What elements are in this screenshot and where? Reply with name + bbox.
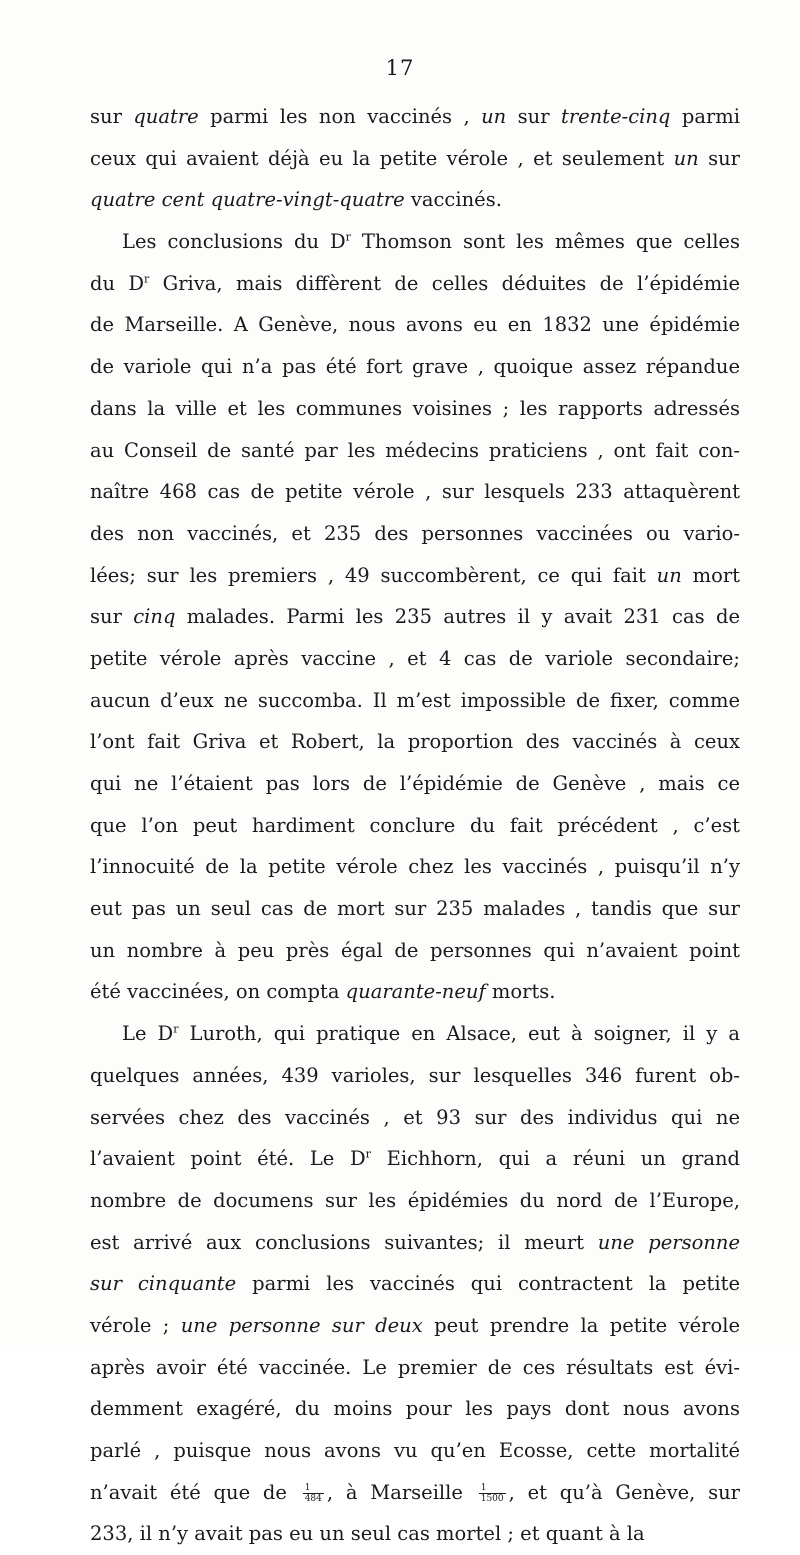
fraction-denominator: 1500 bbox=[480, 1493, 504, 1504]
superscript: r bbox=[365, 1147, 371, 1161]
fraction-numerator: 1 bbox=[303, 1483, 324, 1494]
superscript: r bbox=[345, 230, 351, 244]
italic-text: une personne sur deux bbox=[180, 1313, 423, 1337]
text-line: été vaccinées, on compta quarante-neuf morts. bbox=[90, 980, 556, 1004]
text-line: nombre de documens sur les épidémies du nord de l’Europe, bbox=[90, 1188, 740, 1212]
italic-text: quatre bbox=[133, 105, 199, 128]
text-line: qui ne l’étaient pas lors de l’épidémie de Genève , mais ce bbox=[90, 772, 740, 795]
text-line: au Conseil de santé par les médecins praticiens , ont fait con- bbox=[90, 438, 740, 462]
italic-text: cinq bbox=[133, 605, 176, 629]
italic-text: un bbox=[673, 146, 699, 170]
text-line: aucun d’eux ne succomba. Il m’est impossible de fixer, comme bbox=[90, 688, 740, 712]
text-line: après avoir été vaccinée. Le premier de ces résultats est évi- bbox=[90, 1355, 740, 1379]
text-line: sur cinq malades. Parmi les 235 autres il y avait 231 cas de bbox=[90, 605, 740, 629]
italic-text: une personne bbox=[597, 1230, 740, 1254]
italic-text: quatre cent quatre-vingt-quatre bbox=[90, 188, 405, 212]
fraction-numerator: 1 bbox=[479, 1483, 506, 1494]
text-line: eut pas un seul cas de mort sur 235 malades , tandis que sur bbox=[90, 897, 740, 921]
italic-text: quarante-neuf bbox=[345, 980, 486, 1004]
text-line: servées chez des vaccinés , et 93 sur des individus qui ne bbox=[90, 1105, 740, 1129]
text-line: ceux qui avaient déjà eu la petite vérole , et seulement un sur bbox=[90, 146, 740, 170]
text-line: l’ont fait Griva et Robert, la proportion des vaccinés à ceux bbox=[90, 730, 740, 754]
text-line: de variole qui n’a pas été fort grave , quoique assez répandue bbox=[90, 355, 740, 379]
text-line: l’innocuité de la petite vérole chez les vaccinés , puisqu’il n’y bbox=[90, 855, 740, 879]
text-line: dans la ville et les communes voisines ; les rapports adressés bbox=[90, 396, 740, 420]
superscript: r bbox=[144, 272, 150, 286]
text-line: lées; sur les premiers , 49 succombèrent, ce qui fait un mort bbox=[90, 563, 740, 587]
italic-text: trente-cinq bbox=[560, 105, 671, 128]
text-line: l’avaient point été. Le $D^r$ Eichhorn, qui a réuni un grand bbox=[90, 1147, 740, 1171]
text-line: naître 468 cas de petite vérole , sur lesquels 233 attaquèrent bbox=[90, 480, 740, 504]
text-line: que l’on peut hardiment conclure du fait précédent , c’est bbox=[90, 813, 740, 837]
text-line: Le $D^r$ Luroth, qui pratique en Alsace, eut à soigner, il y a bbox=[122, 1022, 740, 1046]
text-line: du $D^r$ Griva, mais diffèrent de celles déduites de l’épidémie bbox=[90, 271, 740, 295]
text-line: Les conclusions du $D^r$ Thomson sont les mêmes que celles bbox=[122, 230, 740, 254]
text-line: sur cinquante parmi les vaccinés qui contractent la petite bbox=[90, 1272, 740, 1296]
italic-text: un bbox=[481, 105, 507, 128]
text-line: de Marseille. A Genève, nous avons eu en 1832 une épidémie bbox=[90, 313, 740, 337]
text-line: un nombre à peu près égal de personnes qui n’avaient point bbox=[90, 938, 740, 962]
text-line: parlé , puisque nous avons vu qu’en Ecosse, cette mortalité bbox=[90, 1439, 740, 1462]
italic-text: un bbox=[656, 563, 682, 587]
text-line: n’avait été que de $\frac{1}{484}$ , à Marseille $\frac{1}{1500}$ , et qu’à Genève, sur bbox=[90, 1480, 740, 1504]
text-line: vérole ; une personne sur deux peut prendre la petite vérole bbox=[90, 1313, 740, 1337]
text-line: 233, il n’y avait pas eu un seul cas mortel ; et quant à la bbox=[90, 1522, 645, 1546]
text-line: demment exagéré, du moins pour les pays dont nous avons bbox=[90, 1397, 740, 1421]
page-number: 17 bbox=[385, 56, 415, 80]
italic-text: sur cinquante bbox=[90, 1272, 237, 1296]
superscript: r bbox=[173, 1022, 179, 1036]
text-line: quelques années, 439 varioles, sur lesquelles 346 furent ob- bbox=[90, 1063, 740, 1087]
text-line: petite vérole après vaccine , et 4 cas de variole secondaire; bbox=[90, 646, 740, 670]
text-line: est arrivé aux conclusions suivantes; il meurt une personne bbox=[90, 1230, 740, 1254]
text-line: sur quatre parmi les non vaccinés , un sur trente-cinq parmi bbox=[90, 105, 740, 128]
fraction bbox=[479, 1483, 506, 1504]
text-line: des non vaccinés, et 235 des personnes vaccinées ou vario- bbox=[90, 521, 740, 545]
fraction-denominator: 484 bbox=[304, 1493, 322, 1504]
body-text bbox=[90, 96, 740, 1555]
text-line: quatre cent quatre-vingt-quatre vaccinés. bbox=[90, 188, 502, 212]
fraction bbox=[303, 1483, 324, 1504]
